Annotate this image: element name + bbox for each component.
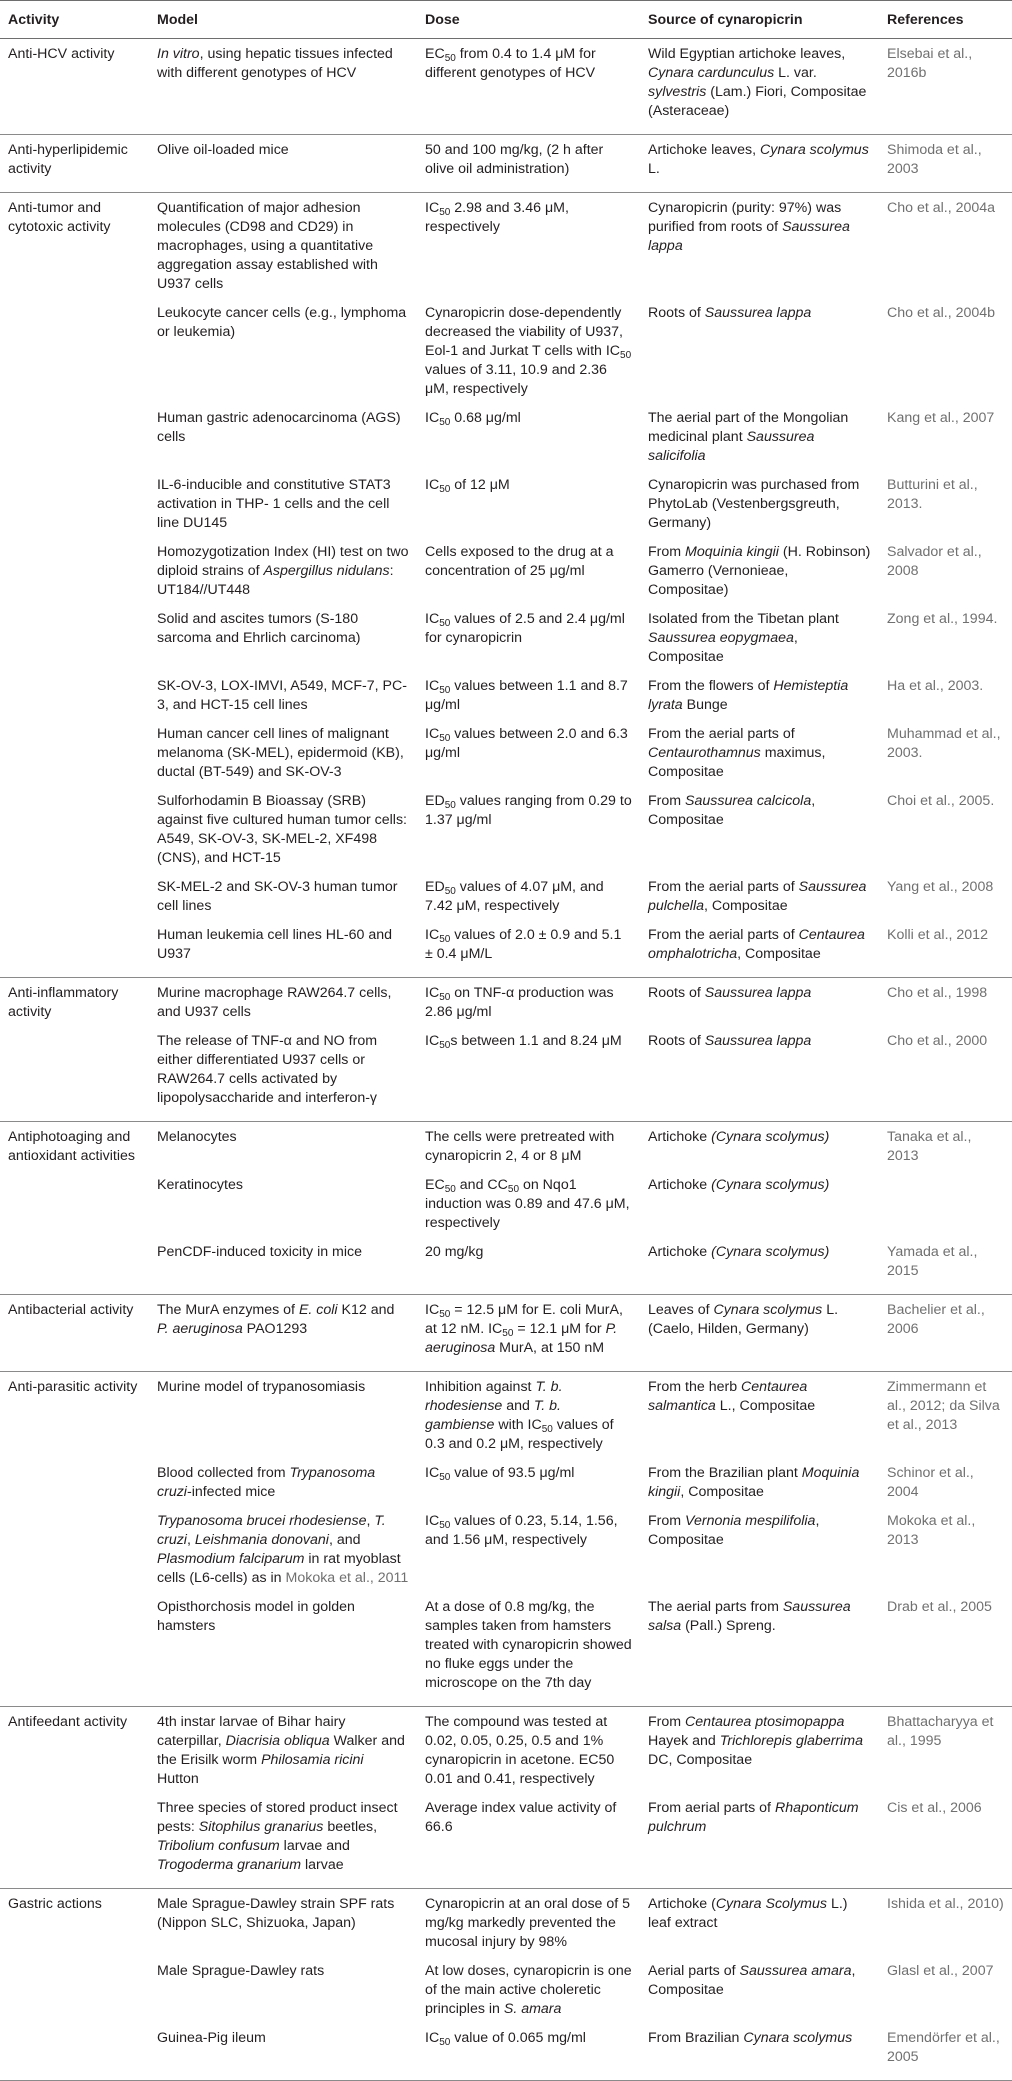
model-cell: Human gastric adenocarcinoma (AGS) cells — [157, 410, 401, 445]
reference-cell: Butturini et al., 2013. — [887, 477, 978, 512]
header-source: Source of cynaropicrin — [640, 1, 879, 39]
activity-cell: Gastric actions — [8, 1896, 102, 1912]
dose-cell: $IC_{50}$ values of 0.23, 5.14, 1.56, and 1.56 μM, respectively — [425, 1513, 618, 1548]
model-cell: In vitro, using hepatic tissues infected with different genotypes of HCV — [149, 39, 417, 135]
table-row — [0, 403, 1012, 470]
model-cell: Human cancer cell lines of malignant melanoma (SK-MEL), epidermoid (KB), ductal (BT-549) and SK-OV-3 — [157, 726, 404, 780]
dose-cell: $ED_{50}$ values of 4.07 μM, and 7.42 μM, respectively — [425, 879, 604, 914]
activity-cell: Antibacterial activity — [0, 1295, 149, 1372]
source-cell: Roots of Saussurea lappa — [648, 305, 812, 321]
activity-cell — [0, 920, 149, 978]
activity-cell — [0, 671, 149, 719]
table-row — [0, 920, 1012, 978]
reference-cell: Kolli et al., 2012 — [879, 920, 1012, 978]
model-cell: SK-MEL-2 and SK-OV-3 human tumor cell lines — [157, 879, 398, 914]
dose-cell: $IC_{50}$ values between 2.0 and 6.3 μg/ml — [425, 726, 628, 761]
table-header — [0, 1, 1012, 39]
source-cell: The aerial parts from Saussurea salsa (Pall.) Spreng. — [640, 1592, 879, 1707]
model-cell: Guinea-Pig ileum — [149, 2023, 417, 2081]
activity-cell: Antifeedant activity — [8, 1714, 128, 1730]
table-row — [0, 537, 1012, 604]
activity-cell — [0, 1170, 149, 1237]
dose-cell: $IC_{50}$ of 12 μM — [425, 477, 510, 495]
reference-cell: Zong et al., 1994. — [887, 611, 998, 627]
source-cell: From Vernonia mespilifolia, Compositae — [648, 1513, 820, 1548]
table-row — [0, 1372, 1012, 1459]
dose-cell: $IC_{50}$ value of 93.5 μg/ml — [425, 1465, 575, 1483]
source-cell: Wild Egyptian artichoke leaves, Cynara cardunculus L. var. sylvestris (Lam.) Fiori, Compositae (Asteraceae) — [640, 39, 879, 135]
reference-cell — [879, 1170, 1012, 1237]
source-cell: From Moquinia kingii (H. Robinson) Gamerro (Vernonieae, Compositae) — [648, 544, 871, 598]
dose-cell: The cells were pretreated with cynaropicrin 2, 4 or 8 μM — [425, 1129, 615, 1164]
table-row — [0, 978, 1012, 1027]
source-cell: Artichoke (Cynara scolymus) — [640, 1237, 879, 1295]
table-body — [0, 39, 1012, 2081]
table-row — [0, 1295, 1012, 1372]
dose-cell: $IC_{50}$ values between 1.1 and 8.7 μg/ml — [425, 678, 628, 713]
model-cell: Murine model of trypanosomiasis — [157, 1379, 366, 1395]
reference-cell: Bachelier et al., 2006 — [879, 1295, 1012, 1372]
activity-cell: Anti-parasitic activity — [8, 1379, 138, 1395]
activity-cell — [0, 786, 149, 872]
source-cell: From aerial parts of Rhaponticum pulchrum — [640, 1793, 879, 1889]
reference-cell: Kang et al., 2007 — [887, 410, 995, 426]
activity-cell: Anti-inflammatory activity — [8, 985, 119, 1020]
reference-cell: Drab et al., 2005 — [879, 1592, 1012, 1707]
source-cell: Artichoke (Cynara scolymus) — [648, 1177, 830, 1193]
dose-cell: $IC_{50}s$ between 1.1 and 8.24 μM — [417, 1026, 640, 1122]
activity-cell — [0, 1506, 149, 1592]
table-row — [0, 1592, 1012, 1707]
table-row — [0, 39, 1012, 135]
source-cell: Aerial parts of Saussurea amara, Compositae — [648, 1963, 856, 1998]
dose-cell: 20 mg/kg — [417, 1237, 640, 1295]
table-row — [0, 1707, 1012, 1794]
dose-cell: $IC_{50} = 12.5$ μM for E. coli MurA, at 12 nM. $IC_{50} = 12.1$ μM for P. aeruginosa MurA, at 150 nM — [417, 1295, 640, 1372]
reference-cell: Cho et al., 1998 — [887, 985, 988, 1001]
dose-cell: $EC_{50}$ and $CC_{50}$ on Nqo1 induction was 0.89 and 47.6 μM, respectively — [425, 1177, 630, 1231]
reference-cell: Tanaka et al., 2013 — [887, 1129, 972, 1164]
table-row — [0, 719, 1012, 786]
activity-cell — [0, 604, 149, 671]
dose-cell: Cynaropicrin at an oral dose of 5 mg/kg markedly prevented the mucosal injury by 98% — [425, 1896, 631, 1950]
model-cell: SK-OV-3, LOX-IMVI, A549, MCF-7, PC-3, and HCT-15 cell lines — [157, 678, 407, 713]
source-cell: Isolated from the Tibetan plant Saussurea eopygmaea, Compositae — [648, 611, 839, 665]
source-cell: Artichoke leaves, Cynara scolymus L. — [640, 135, 879, 193]
model-cell: Opisthorchosis model in golden hamsters — [149, 1592, 417, 1707]
dose-cell: $EC_{50}$ from 0.4 to 1.4 μM for different genotypes of HCV — [417, 39, 640, 135]
dose-cell: The compound was tested at 0.02, 0.05, 0.25, 0.5 and 1% cynaropicrin in acetone. EC50 0.01 and 0.41, respectively — [425, 1714, 615, 1787]
reference-cell: Ha et al., 2003. — [887, 678, 984, 694]
source-cell: Artichoke (Cynara Scolymus L.) leaf extract — [648, 1896, 848, 1931]
model-cell: Trypanosoma brucei rhodesiense, T. cruzi, Leishmania donovani, and Plasmodium falciparum in rat myoblast cells (L6-cells) as in Mokoka et al., 2011 — [157, 1513, 409, 1586]
activity-cell — [0, 1458, 149, 1506]
source-cell: The aerial part of the Mongolian medicinal plant Saussurea salicifolia — [648, 410, 849, 464]
dose-cell: Average index value activity of 66.6 — [417, 1793, 640, 1889]
reference-cell: Yamada et al., 2015 — [879, 1237, 1012, 1295]
model-cell: Three species of stored product insect pests: Sitophilus granarius beetles, Tribolium confusum larvae and Trogoderma granarium larvae — [149, 1793, 417, 1889]
table-row — [0, 2023, 1012, 2081]
activity-cell — [0, 2023, 149, 2081]
dose-cell: $IC_{50}$ 0.68 μg/ml — [425, 410, 521, 428]
table-row — [0, 1026, 1012, 1122]
activity-cell: Antiphotoaging and antioxidant activities — [8, 1129, 135, 1164]
reference-cell: Cho et al., 2004b — [887, 305, 996, 321]
table-row — [0, 671, 1012, 719]
reference-cell: Cis et al., 2006 — [879, 1793, 1012, 1889]
header-activity: Activity — [0, 1, 149, 39]
activity-cell — [0, 1793, 149, 1889]
dose-cell: $ED_{50}$ values ranging from 0.29 to 1.37 μg/ml — [425, 793, 632, 828]
dose-cell: $IC_{50}$ values of 2.5 and 2.4 μg/ml for cynaropicrin — [425, 611, 625, 646]
model-cell: Leukocyte cancer cells (e.g., lymphoma or leukemia) — [157, 305, 407, 340]
table-row — [0, 1956, 1012, 2023]
model-cell: Male Sprague-Dawley rats — [157, 1963, 325, 1979]
source-cell: From the herb Centaurea salmantica L., Compositae — [648, 1379, 816, 1414]
header-row — [0, 1, 1012, 39]
source-cell: From the aerial parts of Saussurea pulchella, Compositae — [648, 879, 867, 914]
source-cell: From the aerial parts of Centaurea omphalotricha, Compositae — [640, 920, 879, 978]
model-cell: Homozygotization Index (HI) test on two diploid strains of Aspergillus nidulans: UT184//UT448 — [157, 544, 409, 598]
reference-cell: Shimoda et al., 2003 — [879, 135, 1012, 193]
model-cell: Olive oil-loaded mice — [149, 135, 417, 193]
reference-cell: Glasl et al., 2007 — [887, 1963, 994, 1979]
reference-cell: Muhammad et al., 2003. — [887, 726, 1001, 761]
reference-cell: Bhattacharyya et al., 1995 — [887, 1714, 994, 1749]
activity-cell: Anti-hyperlipidemic activity — [0, 135, 149, 193]
table-row — [0, 1889, 1012, 1957]
table-row — [0, 470, 1012, 537]
model-cell: Human leukemia cell lines HL-60 and U937 — [149, 920, 417, 978]
model-cell: Blood collected from Trypanosoma cruzi-infected mice — [157, 1465, 376, 1500]
activity-cell — [0, 537, 149, 604]
model-cell: Keratinocytes — [157, 1177, 243, 1193]
table-row — [0, 786, 1012, 872]
source-cell: From the aerial parts of Centaurothamnus maximus, Compositae — [648, 726, 826, 780]
reference-cell: Zimmermann et al., 2012; da Silva et al., 2013 — [887, 1379, 1000, 1433]
reference-cell: Salvador et al., 2008 — [887, 544, 982, 579]
dose-cell: $IC_{50}$ 2.98 and 3.46 μM, respectively — [425, 200, 569, 235]
dose-cell: $IC_{50}$ values of 2.0 ± 0.9 and 5.1 ± 0.4 μM/L — [417, 920, 640, 978]
dose-cell: Cells exposed to the drug at a concentration of 25 μg/ml — [425, 544, 614, 579]
source-cell: From the Brazilian plant Moquinia kingii, Compositae — [648, 1465, 860, 1500]
activity-cell — [0, 1592, 149, 1707]
source-cell: Cynaropicrin (purity: 97%) was purified from roots of Saussurea lappa — [648, 200, 850, 254]
source-cell: Roots of Saussurea lappa — [640, 1026, 879, 1122]
reference-cell: Mokoka et al., 2013 — [887, 1513, 976, 1548]
activity-cell: Anti-HCV activity — [0, 39, 149, 135]
source-cell: From the flowers of Hemisteptia lyrata Bunge — [648, 678, 849, 713]
source-cell: Leaves of Cynara scolymus L. (Caelo, Hilden, Germany) — [640, 1295, 879, 1372]
activity-cell — [0, 719, 149, 786]
source-cell: From Brazilian Cynara scolymus — [640, 2023, 879, 2081]
model-cell: Melanocytes — [157, 1129, 237, 1145]
model-cell: 4th instar larvae of Bihar hairy caterpillar, Diacrisia obliqua Walker and the Erisilk worm Philosamia ricini Hutton — [157, 1714, 405, 1787]
dose-cell: At a dose of 0.8 mg/kg, the samples taken from hamsters treated with cynaropicrin showed no fluke eggs under the microscope on the 7th day — [417, 1592, 640, 1707]
model-cell: Solid and ascites tumors (S-180 sarcoma and Ehrlich carcinoma) — [157, 611, 361, 646]
table-row — [0, 298, 1012, 403]
activity-cell — [0, 298, 149, 403]
reference-cell: Ishida et al., 2010) — [887, 1896, 1004, 1912]
table-row — [0, 604, 1012, 671]
dose-cell: Inhibition against T. b. rhodesiense and T. b. gambiense with $IC_{50}$ values of 0.3 and 0.2 μM, respectively — [425, 1379, 614, 1452]
header-model: Model — [149, 1, 417, 39]
activity-cell — [0, 1956, 149, 2023]
table-row — [0, 135, 1012, 193]
model-cell: The MurA enzymes of E. coli K12 and P. aeruginosa PAO1293 — [149, 1295, 417, 1372]
dose-cell: $IC_{50}$ on TNF-α production was 2.86 μg/ml — [425, 985, 614, 1020]
dose-cell: $IC_{50}$ value of 0.065 mg/ml — [417, 2023, 640, 2081]
dose-cell: At low doses, cynaropicrin is one of the main active choleretic principles in S. amara — [425, 1963, 632, 2017]
model-cell: IL-6-inducible and constitutive STAT3 activation in THP- 1 cells and the cell line DU145 — [157, 477, 391, 531]
reference-cell: Schinor et al., 2004 — [887, 1465, 974, 1500]
header-dose: Dose — [417, 1, 640, 39]
reference-cell: Cho et al., 2004a — [887, 200, 996, 216]
model-cell: Sulforhodamin B Bioassay (SRB) against five cultured human tumor cells: A549, SK-OV-3, SK-MEL-2, XF498 (CNS), and HCT-15 — [157, 793, 407, 866]
dose-cell: 50 and 100 mg/kg, (2 h after olive oil administration) — [417, 135, 640, 193]
activity-cell — [0, 1026, 149, 1122]
activity-cell — [0, 470, 149, 537]
model-cell: PenCDF-induced toxicity in mice — [149, 1237, 417, 1295]
model-cell: Male Sprague-Dawley strain SPF rats (Nippon SLC, Shizuoka, Japan) — [157, 1896, 395, 1931]
table-row — [0, 1237, 1012, 1295]
source-cell: Roots of Saussurea lappa — [648, 985, 812, 1001]
table-row — [0, 1122, 1012, 1171]
reference-cell: Cho et al., 2000 — [879, 1026, 1012, 1122]
dose-cell: Cynaropicrin dose-dependently decreased the viability of U937, Eol-1 and Jurkat T cells with $IC_{50}$ values of 3.11, 10.9 and 2.36 μM, respectively — [425, 305, 632, 397]
model-cell: Murine macrophage RAW264.7 cells, and U937 cells — [157, 985, 392, 1020]
table-row — [0, 193, 1012, 299]
source-cell: Artichoke (Cynara scolymus) — [648, 1129, 830, 1145]
source-cell: From Centaurea ptosimopappa Hayek and Trichlorepis glaberrima DC, Compositae — [648, 1714, 864, 1768]
table-row — [0, 1458, 1012, 1506]
table-row — [0, 1793, 1012, 1889]
reference-cell: Choi et al., 2005. — [887, 793, 995, 809]
table-row — [0, 872, 1012, 920]
table-row — [0, 1506, 1012, 1592]
header-references: References — [879, 1, 1012, 39]
reference-cell: Emendörfer et al., 2005 — [879, 2023, 1012, 2081]
activity-cell: Anti-tumor and cytotoxic activity — [8, 200, 111, 235]
model-cell: The release of TNF-α and NO from either differentiated U937 cells or RAW264.7 cells activated by lipopolysaccharide and interferon-γ — [149, 1026, 417, 1122]
activity-cell — [0, 872, 149, 920]
reference-cell: Yang et al., 2008 — [887, 879, 994, 895]
activity-cell — [0, 403, 149, 470]
source-cell: Cynaropicrin was purchased from PhytoLab (Vestenbergsgreuth, Germany) — [648, 477, 860, 531]
table-row — [0, 1170, 1012, 1237]
reference-cell: Elsebai et al., 2016b — [879, 39, 1012, 135]
activity-cell — [0, 1237, 149, 1295]
source-cell: From Saussurea calcicola, Compositae — [648, 793, 816, 828]
model-cell: Quantification of major adhesion molecules (CD98 and CD29) in macrophages, using a quantitative aggregation assay established with U937 cells — [157, 200, 378, 292]
